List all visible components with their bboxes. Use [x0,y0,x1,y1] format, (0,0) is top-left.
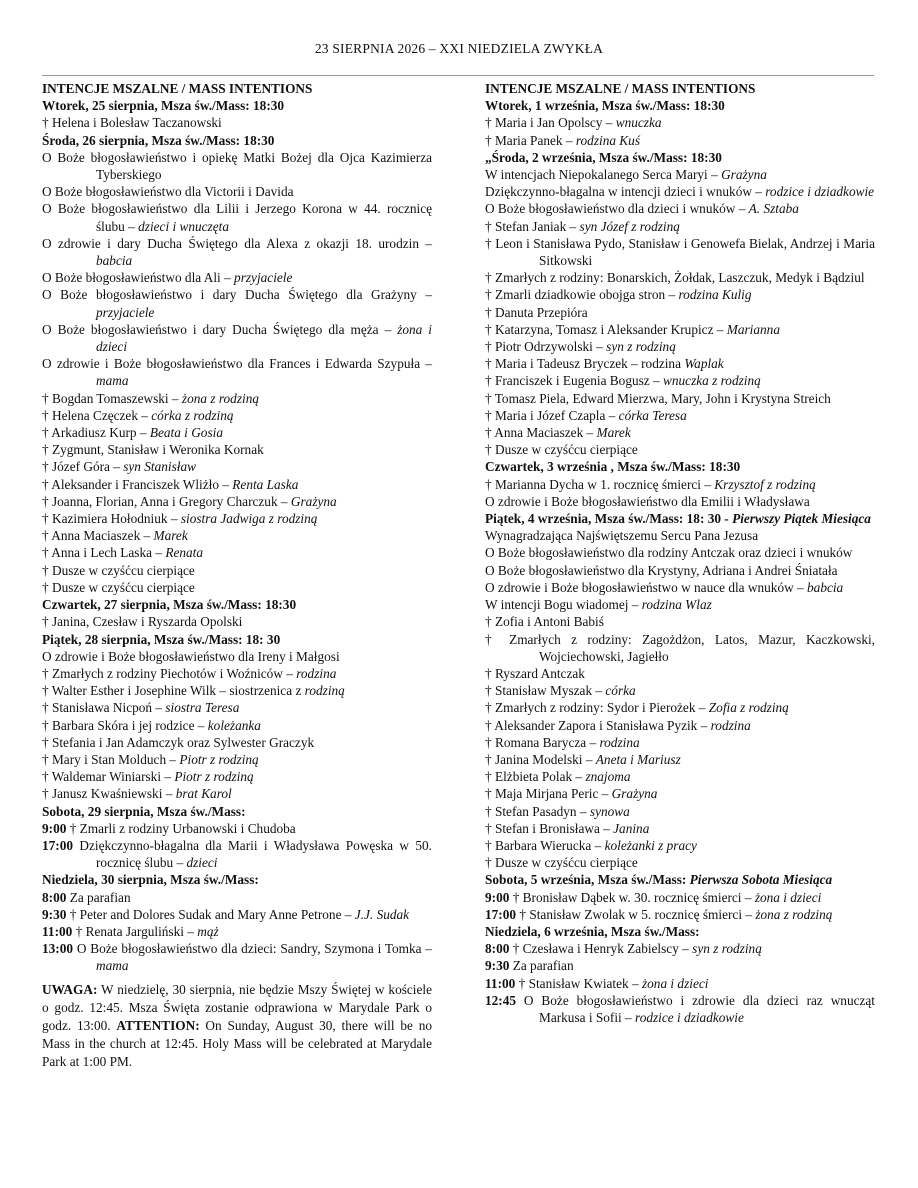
intention-requester: Grażyna [611,786,658,802]
intention-text: † Katarzyna, Tomasz i Aleksander Krupicz – [485,321,727,337]
day-title [42,132,432,149]
intention-line [42,579,432,596]
intention-text: † Barbara Skóra i jej rodzice – [42,717,208,733]
intention-requester: syn Stanisław [123,459,197,475]
day-title-text: Czwartek, 27 sierpnia, Msza św./Mass: 18:30 [42,597,297,613]
intention-requester: Janina [613,820,650,836]
intention-requester: rodzina [599,734,640,750]
intention-text: † Janina Modelski – [485,751,596,767]
day-title-text: Czwartek, 3 września , Msza św./Mass: 18:30 [485,459,741,475]
day-title-note: Pierwszy Piątek Miesiąca [732,511,871,527]
intention-line [485,321,875,338]
intention-line [485,682,875,699]
intention-requester: Zofia z rodziną [708,700,789,716]
intention-text: † Walter Esther i Josephine Wilk – siostrzenica z [42,683,305,699]
intention-line [42,321,432,355]
intention-text: Za parafian [509,958,574,974]
day-block [42,871,432,974]
intention-text: Wynagradzająca Najświętszemu Sercu Pana Jezusa [485,528,759,544]
intention-line [485,304,875,321]
intention-requester: znajoma [585,769,631,785]
day-block [485,149,875,459]
intention-requester: Marek [596,425,631,441]
intention-text: O zdrowie i Boże błogosławieństwo w nauce dla wnuków – [485,579,808,595]
intention-text: † Bronisław Dąbek w. 30. rocznicę śmierci – [509,889,755,905]
intention-text: † Kazimiera Hołodniuk – [42,511,181,527]
intention-requester: A. Sztaba [748,201,799,217]
mass-time: 8:00 [42,889,67,905]
intention-text: † Stefan i Bronisława – [485,820,614,836]
intention-requester: rodzice i dziadkowie [635,1009,744,1025]
day-block [42,631,432,803]
mass-time: 12:45 [485,992,517,1008]
header-divider [42,75,874,76]
intention-text: † Stefan Pasadyn – [485,803,590,819]
intention-requester: mąż [197,923,219,939]
intention-text: † Dusze w czyśćcu cierpiące [485,855,638,871]
intention-text: Za parafian [66,889,131,905]
day-title-text: Sobota, 29 sierpnia, Msza św./Mass: [42,803,246,819]
day-title [485,149,875,166]
intention-text: O Boże błogosławieństwo i zdrowie dla dzieci raz wnucząt Markusa i Sofii – [516,992,875,1025]
intention-line [485,734,875,751]
intention-line [485,768,875,785]
intention-requester: siostra Teresa [165,700,240,716]
intention-text: O Boże błogosławieństwo i dary Ducha Świętego dla Grażyny – [42,287,432,303]
intention-text: † Stefania i Jan Adamczyk oraz Sylwester Graczyk [42,734,315,750]
day-title-text: „Środa, 2 września, Msza św./Mass: 18:30 [485,149,722,165]
day-block [485,871,875,923]
intention-requester: Marek [153,528,188,544]
intention-requester: żona z rodziną [755,906,833,922]
intention-text: † Zmarłych z rodziny Piechotów i Woźniców – [42,665,297,681]
day-title-note: Pierwsza Sobota Miesiąca [689,872,833,888]
intention-line [42,785,432,802]
intention-line [485,132,875,149]
intention-line [485,338,875,355]
intention-requester: rodzina Kuś [575,132,641,148]
day-title [42,803,432,820]
intention-text: † Zmarłych z rodziny: Zagożdżon, Latos, Mazur, Kaczkowski, Wojciechowski, Jagiełło [485,631,875,664]
intention-line [42,355,432,389]
intention-text: † Barbara Wierucka – [485,837,605,853]
intention-text: † Zmarli dziadkowie obojga stron – [485,287,679,303]
intention-text: O Boże błogosławieństwo dla Krystyny, Adriana i Andrei Śniatała [485,562,838,578]
intention-line [485,751,875,768]
intention-requester: babcia [807,579,844,595]
intention-text: O zdrowie i Boże błogosławieństwo dla Frances i Edwarda Szypuła – [42,356,432,372]
intention-text: † Zmarli z rodziny Urbanowski i Chudoba [66,820,296,836]
intention-line [42,906,432,923]
notice-label-en: ATTENTION: [116,1017,200,1033]
intention-requester: córka Teresa [618,407,687,423]
intention-requester: żona i dzieci [641,975,709,991]
intention-text: † Maria i Jan Opolscy – [485,115,616,131]
mass-time: 11:00 [485,975,516,991]
intention-line [485,355,875,372]
intention-requester: Aneta i Mariusz [595,751,681,767]
intention-line [485,114,875,131]
page-header: 23 SIERPNIA 2026 – XXI NIEDZIELA ZWYKŁA [314,41,604,56]
intention-requester: córka [605,683,636,699]
intention-line [485,940,875,957]
intention-text: W intencji Bogu wiadomej – [485,597,642,613]
intention-line [485,820,875,837]
intention-text: † Elżbieta Polak – [485,769,586,785]
intention-text: † Anna i Lech Laska – [42,545,166,561]
intention-line [485,407,875,424]
intention-line [42,768,432,785]
intention-text: † Maja Mirjana Peric – [485,786,612,802]
intention-line [42,682,432,699]
mass-time: 8:00 [485,941,510,957]
intention-requester: koleżanka [207,717,261,733]
intention-line [42,837,432,871]
intention-line [485,200,875,217]
intention-requester: żona i dzieci [754,889,822,905]
day-title-text: Wtorek, 25 sierpnia, Msza św./Mass: 18:30 [42,98,285,114]
day-block [42,97,432,131]
intention-line [42,424,432,441]
intention-text: O zdrowie i Boże błogosławieństwo dla Emilii i Władysława [485,493,810,509]
intention-line [485,372,875,389]
intention-line [485,837,875,854]
intention-requester: dzieci [186,855,218,871]
intention-line [485,631,875,665]
intention-line [485,235,875,269]
day-title [485,458,875,475]
intention-line [485,596,875,613]
intention-text: † Janusz Kwaśniewski – [42,786,176,802]
intention-text: † Helena i Bolesław Taczanowski [42,115,222,131]
intention-line [42,940,432,974]
intention-line [485,992,875,1026]
intention-requester: córka z rodziną [151,407,234,423]
intention-text: O Boże błogosławieństwo dla Lilii i Jerzego Korona w 44. rocznicę ślubu – [42,201,432,234]
day-title [42,97,432,114]
intention-text: † Mary i Stan Molduch – [42,751,180,767]
intention-line [485,665,875,682]
intention-line [485,476,875,493]
intention-text: W intencjach Niepokalanego Serca Maryi – [485,167,722,183]
intention-text: † Helena Częczek – [42,407,152,423]
intention-requester: przyjaciele [234,270,293,286]
mass-time: 17:00 [485,906,517,922]
intention-line [485,613,875,630]
intention-line [42,493,432,510]
intention-text: † Ryszard Antczak [485,665,585,681]
day-title-text: Piątek, 4 września, Msza św./Mass: 18: 30 - [485,511,733,527]
intention-line [42,613,432,630]
intention-requester: Grażyna [290,493,337,509]
intention-text: O Boże błogosławieństwo dla dzieci: Sandry, Szymona i Tomka – [73,941,432,957]
day-block [42,132,432,596]
mass-time: 11:00 [42,923,73,939]
intention-line [485,699,875,716]
intention-requester: przyjaciele [96,304,155,320]
intention-requester: wnuczka z rodziną [663,373,761,389]
intention-line [42,286,432,320]
intention-requester: żona i dzieci [96,321,432,355]
intention-text: † Renata Jarguliński – [72,923,198,939]
intention-text: † Danuta Przepióra [485,304,588,320]
intention-requester: Beata i Gosia [149,425,223,441]
intention-line [42,923,432,940]
intention-line [485,166,875,183]
intention-text: † Romana Barycza – [485,734,600,750]
right-column [485,80,875,1026]
intention-text: O Boże błogosławieństwo i opiekę Matki Bożej dla Ojca Kazimierza Tyberskiego [42,149,432,183]
day-block [42,803,432,872]
day-title [485,923,875,940]
intention-text: † Stanisław Kwiatek – [515,975,642,991]
intention-line [42,441,432,458]
intention-text: † Aleksander Zapora i Stanisława Pyzik – [485,717,711,733]
day-title-text: Piątek, 28 sierpnia, Msza św./Mass: 18: 30 [42,631,281,647]
day-title [42,871,432,888]
intention-text: † Stanisław Myszak – [485,683,606,699]
intention-requester: mama [96,958,129,974]
intention-requester: rodzina Kulig [678,287,752,303]
intention-text: † Maria i Tadeusz Bryczek – rodzina [485,356,685,372]
intention-requester: rodzice i dziadkowie [765,184,875,200]
intention-line [42,527,432,544]
intention-line [42,820,432,837]
day-title [485,97,875,114]
intention-line [485,803,875,820]
intention-line [485,906,875,923]
intention-line [42,458,432,475]
left-column [42,80,432,1071]
intention-text: † Stanisław Zwolak w 5. rocznicę śmierci – [516,906,756,922]
day-block [485,97,875,149]
intention-text: † Maria i Józef Czapla – [485,407,619,423]
intention-requester: Piotr z rodziną [179,751,259,767]
mass-time: 17:00 [42,837,74,853]
intention-line [42,235,432,269]
intention-requester: rodzina [710,717,751,733]
day-title-text: Wtorek, 1 września, Msza św./Mass: 18:30 [485,98,725,114]
intention-line [485,562,875,579]
intention-line [485,544,875,561]
day-block [485,510,875,871]
intention-requester: brat Karol [175,786,232,802]
day-title-text: Sobota, 5 września, Msza św./Mass: [485,872,690,888]
intention-text: † Zmarłych z rodziny: Bonarskich, Żołdak, Laszczuk, Medyk i Bądziul [485,270,865,286]
intention-requester: Renata [165,545,203,561]
intention-text: † Joanna, Florian, Anna i Gregory Charczuk – [42,493,291,509]
mass-time: 9:30 [485,958,510,974]
intention-line [42,751,432,768]
intention-line [485,286,875,303]
intention-text: O zdrowie i Boże błogosławieństwo dla Ireny i Małgosi [42,648,340,664]
day-title [42,596,432,613]
mass-time: 9:00 [485,889,510,905]
day-title-text: Niedziela, 30 sierpnia, Msza św./Mass: [42,872,259,888]
intention-requester: Waplak [684,356,724,372]
intention-text: † Leon i Stanisława Pydo, Stanisław i Genowefa Bielak, Andrzej i Maria Sitkowski [485,235,875,269]
intention-line [42,149,432,183]
intention-line [42,476,432,493]
intention-line [42,200,432,234]
intention-text: O zdrowie i dary Ducha Świętego dla Alexa z okazji 18. urodzin – [42,235,432,251]
intention-line [42,699,432,716]
intention-text: † Józef Góra – [42,459,124,475]
day-title-text: Niedziela, 6 września, Msza św./Mass: [485,923,700,939]
intention-text: † Maria Panek – [485,132,576,148]
intention-text: † Marianna Dycha w 1. rocznicę śmierci – [485,476,715,492]
intention-requester: mama [96,373,129,389]
mass-time: 9:00 [42,820,67,836]
intention-line [485,785,875,802]
intention-line [485,854,875,871]
intention-line [42,269,432,286]
intention-line [42,390,432,407]
intention-text: † Waldemar Winiarski – [42,769,175,785]
intention-text: † Tomasz Piela, Edward Mierzwa, Mary, John i Krystyna Streich [485,390,831,406]
intention-text: † Anna Maciaszek – [485,425,597,441]
intention-line [485,390,875,407]
intention-line [485,957,875,974]
intention-text: † Peter and Dolores Sudak and Mary Anne Petrone – [66,906,355,922]
section-title: INTENCJE MSZALNE / MASS INTENTIONS [42,81,313,96]
intention-requester: Piotr z rodziną [174,769,254,785]
intention-line [485,269,875,286]
intention-text: † Arkadiusz Kurp – [42,425,150,441]
intention-line [485,218,875,235]
intention-line [42,648,432,665]
intention-line [42,183,432,200]
intention-line [485,717,875,734]
intention-line [42,407,432,424]
intention-text: † Franciszek i Eugenia Bogusz – [485,373,663,389]
intention-requester: rodziną [304,683,345,699]
intention-line [485,183,875,200]
intention-text: O Boże błogosławieństwo dla rodziny Antczak oraz dzieci i wnuków [485,545,853,561]
mass-time: 9:30 [42,906,67,922]
intention-requester: koleżanki z pracy [604,837,697,853]
notice-text-pl: W niedzielę, 30 sierpnia, nie będzie Mszy Świętej w kościele o godz. 12:45. Msza Święta zostanie odprawiona w Marydale Park o godz. 13:00. [42,981,432,1033]
intention-line [485,493,875,510]
intention-requester: rodzina [296,665,337,681]
intention-text: † Stefan Janiak – [485,218,580,234]
day-title [485,510,875,527]
intention-text: O Boże błogosławieństwo dla Victorii i Davida [42,184,294,200]
intention-text: † Bogdan Tomaszewski – [42,390,182,406]
intention-text: † Dusze w czyśćcu cierpiące [485,442,638,458]
intention-text: † Janina, Czesław i Ryszarda Opolski [42,614,243,630]
intention-line [42,889,432,906]
intention-line [485,889,875,906]
mass-time: 13:00 [42,941,74,957]
intention-requester: Renta Laska [232,476,299,492]
intention-text: O Boże błogosławieństwo dla dzieci i wnuków – [485,201,749,217]
intention-requester: rodzina Wlaz [641,597,712,613]
intention-line [42,510,432,527]
intention-text: † Anna Maciaszek – [42,528,154,544]
day-block [485,923,875,1026]
notice-text-en: On Sunday, August 30, there will be no Mass in the church at 12:45. Holy Mass will be celebrated at Marydale Park at 1:00 PM. [42,1017,432,1069]
day-title [485,871,875,888]
intention-requester: syn Józef z rodziną [579,218,680,234]
intention-text: † Aleksander i Franciszek Wliżło – [42,476,233,492]
intention-text: † Czesława i Henryk Zabielscy – [509,941,693,957]
intention-line [485,441,875,458]
intention-text: † Dusze w czyśćcu cierpiące [42,579,195,595]
intention-text: † Zygmunt, Stanisław i Weronika Kornak [42,442,264,458]
intention-requester: syn z rodziną [692,941,762,957]
intention-requester: żona z rodziną [181,390,259,406]
intention-line [42,114,432,131]
intention-text: O Boże błogosławieństwo i dary Ducha Świętego dla męża – [42,321,398,337]
intention-requester: Marianna [726,321,780,337]
notice-paragraph [42,981,432,1071]
intention-line [42,665,432,682]
intention-line [42,544,432,561]
intention-line [42,562,432,579]
intention-line [42,717,432,734]
intention-requester: Grażyna [721,167,767,183]
intention-text: † Dusze w czyśćcu cierpiące [42,562,195,578]
intention-text: Dziękczynno-błagalna dla Marii i Władysława Powęska w 50. rocznicę ślubu – [73,837,432,871]
intention-line [485,527,875,544]
intention-text: † Zmarłych z rodziny: Sydor i Pierożek – [485,700,709,716]
intention-requester: synowa [589,803,630,819]
notice-label-pl: UWAGA: [42,981,98,997]
intention-requester: J.J. Sudak [354,906,410,922]
intention-line [42,734,432,751]
intention-text: † Piotr Odrzywolski – [485,339,607,355]
day-block [42,596,432,630]
intention-requester: dzieci i wnuczęta [138,218,229,234]
section-title: INTENCJE MSZALNE / MASS INTENTIONS [485,81,756,96]
intention-text: † Zofia i Antoni Babiś [485,614,604,630]
intention-line [485,579,875,596]
intention-text: † Stanisława Nicpoń – [42,700,166,716]
intention-requester: Krzysztof z rodziną [714,476,816,492]
intention-text: O Boże błogosławieństwo dla Ali – [42,270,235,286]
day-title [42,631,432,648]
intention-text: Dziękczynno-błagalna w intencji dzieci i wnuków – [485,184,766,200]
day-block [485,458,875,510]
intention-line [485,975,875,992]
intention-requester: syn z rodziną [606,339,676,355]
day-title-text: Środa, 26 sierpnia, Msza św./Mass: 18:30 [42,132,275,148]
intention-requester: siostra Jadwiga z rodziną [180,511,318,527]
intention-requester: babcia [96,253,133,269]
intention-requester: wnuczka [615,115,662,131]
intention-line [485,424,875,441]
